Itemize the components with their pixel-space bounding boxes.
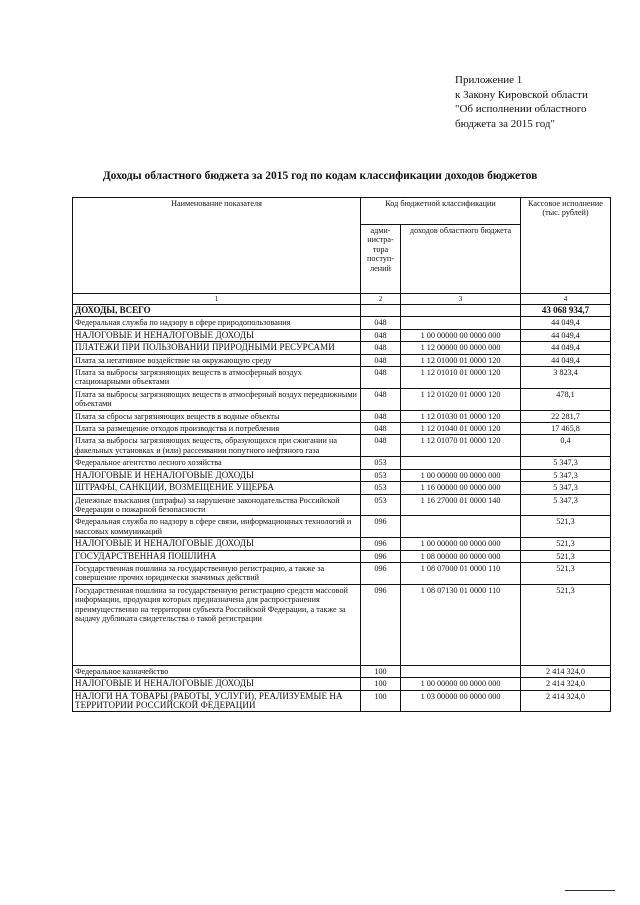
row-amount: 44 049,4 [521,329,611,341]
row-admin-code: 100 [361,665,401,677]
header-row [73,198,611,225]
row-revenue-code [401,305,521,317]
row-name: Плата за размещение отходов производства и потребления [73,423,361,435]
table-row [73,367,611,389]
row-name: Федеральное агентство лесного хозяйства [73,457,361,469]
appendix-line: Приложение 1 [455,74,523,86]
table-row [73,354,611,366]
header-code-group: Код бюджетной классификации [361,198,521,225]
table-row [73,516,611,538]
row-amount: 44 049,4 [521,342,611,354]
row-revenue-code [401,317,521,329]
column-number: 1 [73,294,361,305]
row-admin-code: 053 [361,494,401,516]
row-admin-code: 053 [361,457,401,469]
row-amount: 5 347,3 [521,482,611,494]
row-name: НАЛОГОВЫЕ И НЕНАЛОГОВЫЕ ДОХОДЫ [73,678,361,690]
row-name: Плата за выбросы загрязняющих веществ, образующихся при сжигании на факельных установках и (или) рассеивании попутного нефтяного газа [73,435,361,457]
table-row [73,317,611,329]
row-amount: 2 414 324,0 [521,665,611,677]
column-number: 2 [361,294,401,305]
table-row [73,423,611,435]
row-admin-code: 053 [361,469,401,481]
row-amount: 2 414 324,0 [521,678,611,690]
table-row [73,410,611,422]
row-admin-code: 048 [361,435,401,457]
header-admin: адми-нистра-тора поступ-лений [361,225,401,294]
row-revenue-code: 1 00 00000 00 0000 000 [401,469,521,481]
row-revenue-code: 1 00 00000 00 0000 000 [401,538,521,550]
row-name: Государственная пошлина за государственную регистрацию, а также за совершение прочих юридически значимых действий [73,562,361,584]
row-revenue-code: 1 08 07130 01 0000 110 [401,584,521,665]
row-admin-code: 053 [361,482,401,494]
row-name: Плата за негативное воздействие на окружающую среду [73,354,361,366]
row-name: Денежные взыскания (штрафы) за нарушение законодательства Российской Федерации о пожарной безопасности [73,494,361,516]
row-amount: 3 823,4 [521,367,611,389]
row-revenue-code: 1 08 07000 01 0000 110 [401,562,521,584]
table-row [73,494,611,516]
row-admin-code: 100 [361,690,401,712]
column-number-row [73,294,611,305]
header-amount: Кассовое исполнение (тыс. рублей) [521,198,611,294]
table-row [73,665,611,677]
row-revenue-code: 1 12 01020 01 0000 120 [401,388,521,410]
table-row [73,538,611,550]
row-name: НАЛОГОВЫЕ И НЕНАЛОГОВЫЕ ДОХОДЫ [73,469,361,481]
header-revenue-code: доходов областного бюджета [401,225,521,294]
row-amount: 521,3 [521,516,611,538]
row-revenue-code: 1 03 00000 00 0000 000 [401,690,521,712]
row-amount: 521,3 [521,584,611,665]
table-row [73,469,611,481]
row-name: Федеральное казначейство [73,665,361,677]
row-name: ПЛАТЕЖИ ПРИ ПОЛЬЗОВАНИИ ПРИРОДНЫМИ РЕСУРСАМИ [73,342,361,354]
row-admin-code: 096 [361,550,401,562]
row-revenue-code: 1 16 27000 01 0000 140 [401,494,521,516]
row-amount: 521,3 [521,538,611,550]
header-name: Наименование показателя [73,198,361,294]
row-admin-code: 048 [361,354,401,366]
table-row [73,584,611,665]
row-revenue-code: 1 16 00000 00 0000 000 [401,482,521,494]
row-name: Плата за сбросы загрязняющих веществ в водные объекты [73,410,361,422]
row-admin-code: 096 [361,562,401,584]
document-title: Доходы областного бюджета за 2015 год по кодам классификации доходов бюджетов [102,170,538,182]
column-number: 4 [521,294,611,305]
column-number: 3 [401,294,521,305]
row-amount: 521,3 [521,562,611,584]
row-name: ГОСУДАРСТВЕННАЯ ПОШЛИНА [73,550,361,562]
footer-rule [565,890,615,891]
row-admin-code: 100 [361,678,401,690]
row-admin-code: 048 [361,367,401,389]
table-body [73,305,611,712]
row-revenue-code: 1 12 01070 01 0000 120 [401,435,521,457]
row-admin-code [361,305,401,317]
row-revenue-code: 1 12 01000 01 0000 120 [401,354,521,366]
table-row [73,305,611,317]
row-revenue-code: 1 12 00000 00 0000 000 [401,342,521,354]
row-name: Государственная пошлина за государственную регистрацию средств массовой информации, продукция которых предназначена для распространения преимущественно на территории субъекта Российской Федерации, а также за выдачу дубликата свидетельства о такой регистрации [73,584,361,665]
row-revenue-code: 1 08 00000 00 0000 000 [401,550,521,562]
row-name: Плата за выбросы загрязняющих веществ в атмосферный воздух стационарными объектами [73,367,361,389]
row-admin-code: 048 [361,342,401,354]
row-revenue-code [401,516,521,538]
row-revenue-code: 1 00 00000 00 0000 000 [401,329,521,341]
row-admin-code: 048 [361,423,401,435]
row-admin-code: 048 [361,410,401,422]
appendix-line: "Об исполнении областного [455,103,587,115]
table-row [73,329,611,341]
row-name: НАЛОГИ НА ТОВАРЫ (РАБОТЫ, УСЛУГИ), РЕАЛИЗУЕМЫЕ НА ТЕРРИТОРИИ РОССИЙСКОЙ ФЕДЕРАЦИИ [73,690,361,712]
row-amount: 5 347,3 [521,457,611,469]
row-admin-code: 048 [361,317,401,329]
row-amount: 17 465,8 [521,423,611,435]
row-admin-code: 048 [361,329,401,341]
row-amount: 0,4 [521,435,611,457]
row-name: Федеральная служба по надзору в сфере связи, информационных технологий и массовых коммуникаций [73,516,361,538]
row-revenue-code [401,665,521,677]
appendix-line: бюджета за 2015 год" [455,117,555,130]
row-amount: 43 068 934,7 [521,305,611,317]
row-amount: 5 347,3 [521,494,611,516]
table-row [73,550,611,562]
row-amount: 521,3 [521,550,611,562]
row-admin-code: 096 [361,538,401,550]
row-admin-code: 048 [361,388,401,410]
table-row [73,678,611,690]
table-row [73,690,611,712]
row-name: Плата за выбросы загрязняющих веществ в атмосферный воздух передвижными объектами [73,388,361,410]
row-name: ШТРАФЫ, САНКЦИИ, ВОЗМЕЩЕНИЕ УЩЕРБА [73,482,361,494]
row-amount: 44 049,4 [521,317,611,329]
row-revenue-code: 1 12 01040 01 0000 120 [401,423,521,435]
row-admin-code: 096 [361,516,401,538]
table-row [73,435,611,457]
table-row [73,482,611,494]
row-revenue-code [401,457,521,469]
appendix-line: к Закону Кировской области [455,88,588,101]
row-amount: 478,1 [521,388,611,410]
appendix-note [455,73,588,131]
table-row [73,342,611,354]
table-row [73,457,611,469]
revenue-table [72,197,611,712]
row-amount: 5 347,3 [521,469,611,481]
row-revenue-code: 1 12 01030 01 0000 120 [401,410,521,422]
row-name: НАЛОГОВЫЕ И НЕНАЛОГОВЫЕ ДОХОДЫ [73,538,361,550]
row-revenue-code: 1 00 00000 00 0000 000 [401,678,521,690]
row-revenue-code: 1 12 01010 01 0000 120 [401,367,521,389]
row-amount: 2 414 324,0 [521,690,611,712]
table-row [73,562,611,584]
table-row [73,388,611,410]
row-name: ДОХОДЫ, ВСЕГО [73,305,361,317]
row-admin-code: 096 [361,584,401,665]
row-amount: 22 281,7 [521,410,611,422]
row-name: Федеральная служба по надзору в сфере природопользования [73,317,361,329]
row-name: НАЛОГОВЫЕ И НЕНАЛОГОВЫЕ ДОХОДЫ [73,329,361,341]
row-amount: 44 049,4 [521,354,611,366]
